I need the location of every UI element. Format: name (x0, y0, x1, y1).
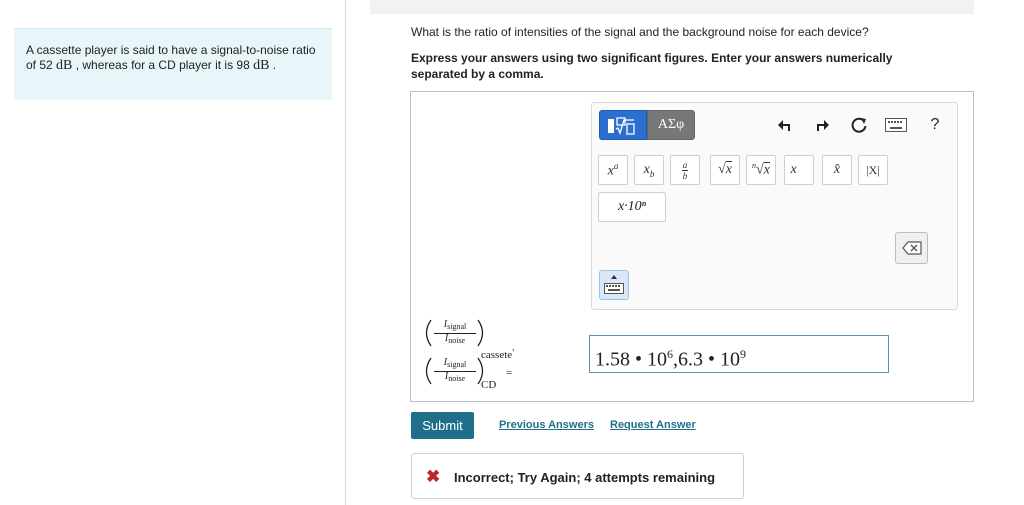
feedback-box (411, 453, 744, 499)
submit-button[interactable]: Submit (411, 412, 474, 439)
keyboard-icon[interactable] (885, 114, 907, 136)
noise-intensity-1: $I_{noise}$ (444, 333, 466, 345)
device-label-cd: CD (481, 379, 497, 391)
column-divider (345, 0, 346, 505)
error-icon: ✖ (426, 467, 441, 486)
undo-icon[interactable] (774, 114, 796, 136)
unit-vector-button[interactable]: x̂ (822, 155, 852, 185)
signal-intensity-1: $I_{signal}$ (434, 319, 476, 334)
backspace-icon[interactable] (895, 232, 928, 264)
feedback-message: Incorrect; Try Again; 4 attempts remaining (454, 470, 716, 485)
request-answer-link[interactable]: Request Answer (610, 419, 696, 431)
keyboard-toggle-icon (603, 274, 625, 296)
vector-button[interactable]: x⃗ (784, 155, 814, 185)
reset-icon[interactable] (848, 114, 870, 136)
question-text: What is the ratio of intensities of the signal and the background noise for each device? (411, 25, 869, 39)
superscript-button[interactable]: $x^a$ (598, 155, 628, 185)
nth-root-button[interactable]: $^n$√x (746, 155, 776, 185)
absolute-value-button[interactable]: |X| (858, 155, 888, 185)
answer-input[interactable]: 1.58 • $10^6,6.3$ • $10^9$ (589, 335, 889, 373)
square-root-button[interactable]: √x (710, 155, 740, 185)
templates-button[interactable] (599, 110, 647, 140)
device-label-cassette: cassete, (481, 342, 515, 361)
keyboard-toggle-button[interactable] (599, 270, 629, 300)
fraction-button[interactable]: a b (670, 155, 700, 185)
answer-label (420, 318, 540, 398)
help-button[interactable]: ? (930, 116, 940, 133)
instruction-text: Express your answers using two significant figures. Enter your answers numerically separated by a comma. (411, 51, 893, 81)
signal-intensity-2: $I_{signal}$ (434, 357, 476, 372)
problem-statement-box (14, 28, 332, 100)
templates-icon (600, 111, 648, 141)
noise-intensity-2: $I_{noise}$ (444, 371, 466, 383)
equals-sign: = (506, 367, 513, 379)
subscript-button[interactable]: $x_b$ (634, 155, 664, 185)
problem-statement: A cassette player is said to have a signal-to-noise ratio of 52 dB , whereas for a CD player it is 98 dB . (26, 43, 316, 73)
top-bar (370, 0, 974, 14)
scientific-notation-button[interactable]: x·10ⁿ (598, 192, 666, 222)
previous-answers-link[interactable]: Previous Answers (499, 419, 594, 431)
redo-icon[interactable] (811, 114, 833, 136)
symbols-button[interactable]: ΑΣφ (647, 110, 695, 140)
